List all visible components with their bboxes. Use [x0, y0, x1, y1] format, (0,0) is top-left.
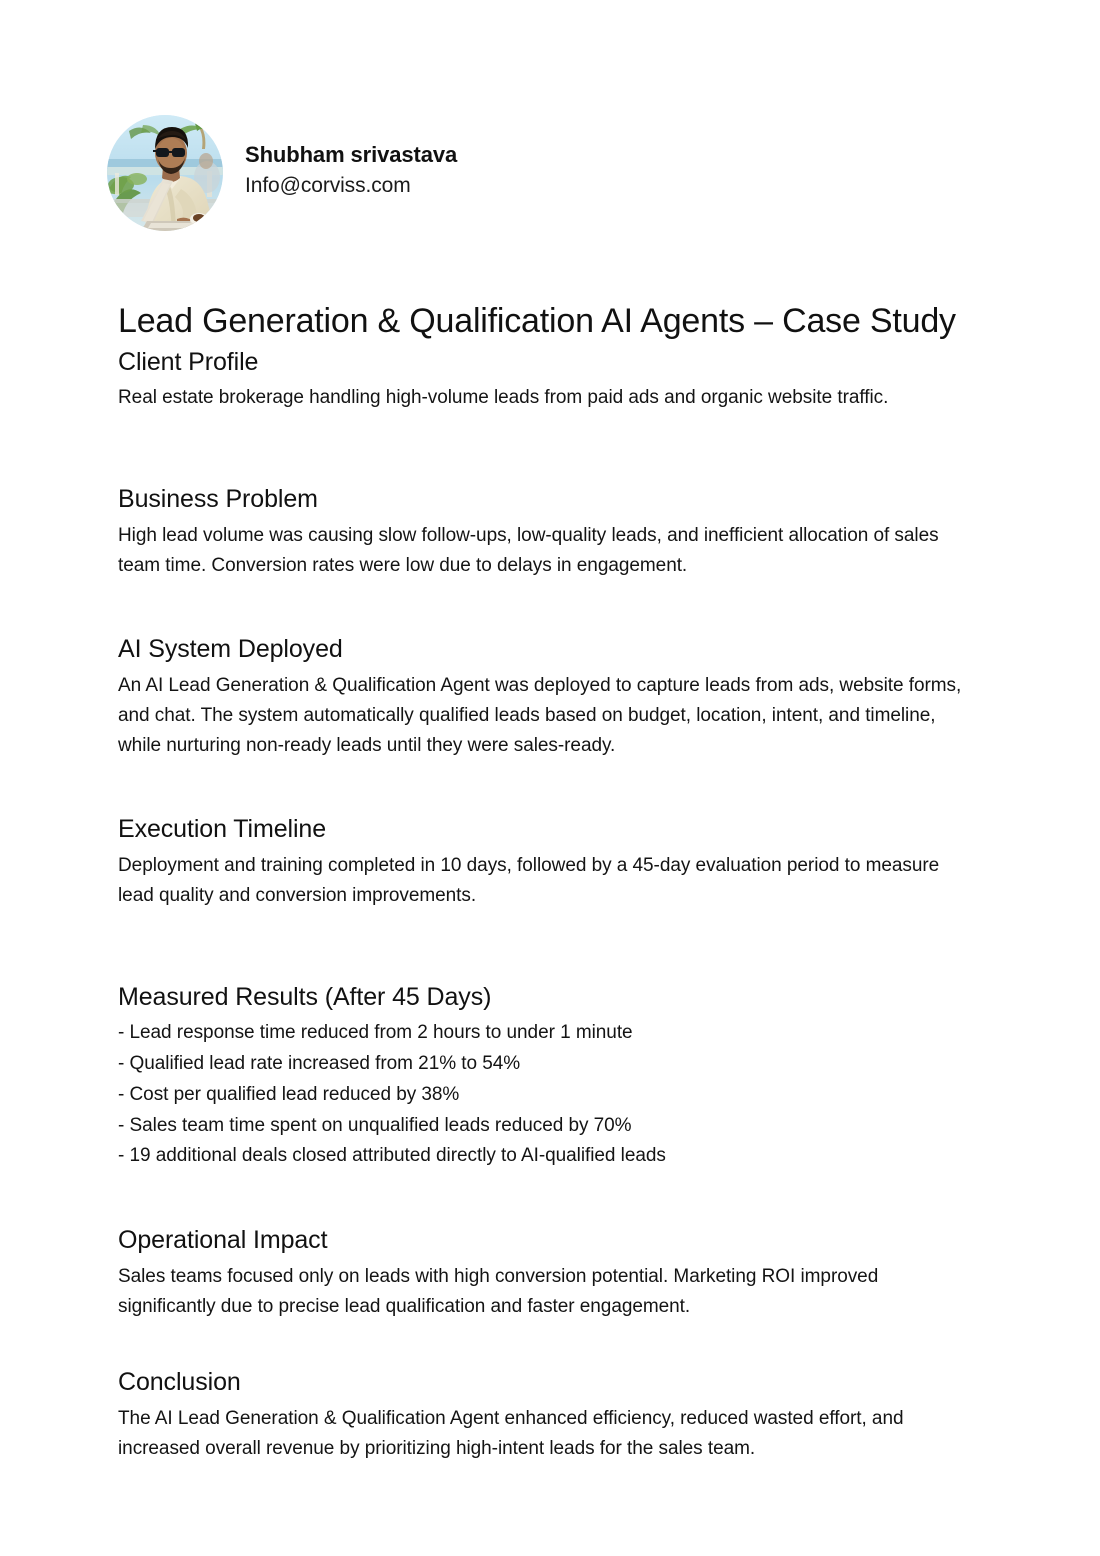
section-spacer: [118, 1322, 978, 1366]
list-item: - 19 additional deals closed attributed directly to AI-qualified leads: [118, 1145, 666, 1167]
document-body: [118, 300, 978, 1464]
section-measured-results: [118, 981, 978, 1173]
section-heading-conclusion: Conclusion: [118, 1368, 241, 1396]
section-body-ai-system-deployed: An AI Lead Generation & Qualification Agent was deployed to capture leads from ads, website forms, and chat. The system automatically qualified leads based on budget, location, intent, and timeline, while nurturing non-ready leads until they were sales-ready.: [118, 674, 962, 756]
section-body-execution-timeline: Deployment and training completed in 10 days, followed by a 45-day evaluation period to measure lead quality and conversion improvements.: [118, 854, 940, 906]
list-item: - Sales team time spent on unqualified leads reduced by 70%: [118, 1114, 632, 1136]
avatar: [107, 115, 223, 231]
section-spacer: [118, 761, 978, 813]
page-title: Lead Generation & Qualification AI Agents – Case Study: [118, 302, 956, 340]
section-execution-timeline: [118, 813, 978, 911]
section-heading-business-problem: Business Problem: [118, 485, 318, 514]
section-body-operational-impact: Sales teams focused only on leads with high conversion potential. Marketing ROI improved significantly due to precise lead qualification and faster engagement.: [118, 1265, 879, 1317]
author-name: Shubham srivastava: [245, 142, 458, 168]
section-heading-ai-system-deployed: AI System Deployed: [118, 635, 343, 664]
section-operational-impact: [118, 1224, 978, 1322]
author-email: Info@corviss.com: [245, 173, 411, 197]
section-conclusion: [118, 1366, 978, 1464]
list-item: - Lead response time reduced from 2 hours to under 1 minute: [118, 1022, 633, 1044]
section-heading-operational-impact: Operational Impact: [118, 1226, 328, 1255]
section-spacer: [118, 1172, 978, 1224]
section-body-client-profile: Real estate brokerage handling high-volume leads from paid ads and organic website traffic.: [118, 387, 889, 409]
section-body-conclusion: The AI Lead Generation & Qualification Agent enhanced efficiency, reduced wasted effort, and increased overall revenue by prioritizing high-intent leads for the sales team.: [118, 1407, 904, 1459]
section-client-profile: [118, 346, 978, 414]
section-spacer: [118, 413, 978, 483]
list-item: - Qualified lead rate increased from 21% to 54%: [118, 1053, 521, 1075]
section-ai-system-deployed: [118, 633, 978, 761]
section-body-business-problem: High lead volume was causing slow follow-ups, low-quality leads, and inefficient allocation of sales team time. Conversion rates were low due to delays in engagement.: [118, 525, 939, 577]
measured-results-list: [118, 1018, 978, 1172]
section-heading-measured-results: Measured Results (After 45 Days): [118, 982, 492, 1011]
author-details: [245, 141, 457, 205]
section-heading-execution-timeline: Execution Timeline: [118, 814, 327, 843]
list-item: - Cost per qualified lead reduced by 38%: [118, 1083, 460, 1105]
section-business-problem: [118, 483, 978, 581]
section-spacer: [118, 911, 978, 981]
section-heading-client-profile: Client Profile: [118, 347, 259, 376]
section-spacer: [118, 581, 978, 633]
author-header: [107, 115, 457, 231]
